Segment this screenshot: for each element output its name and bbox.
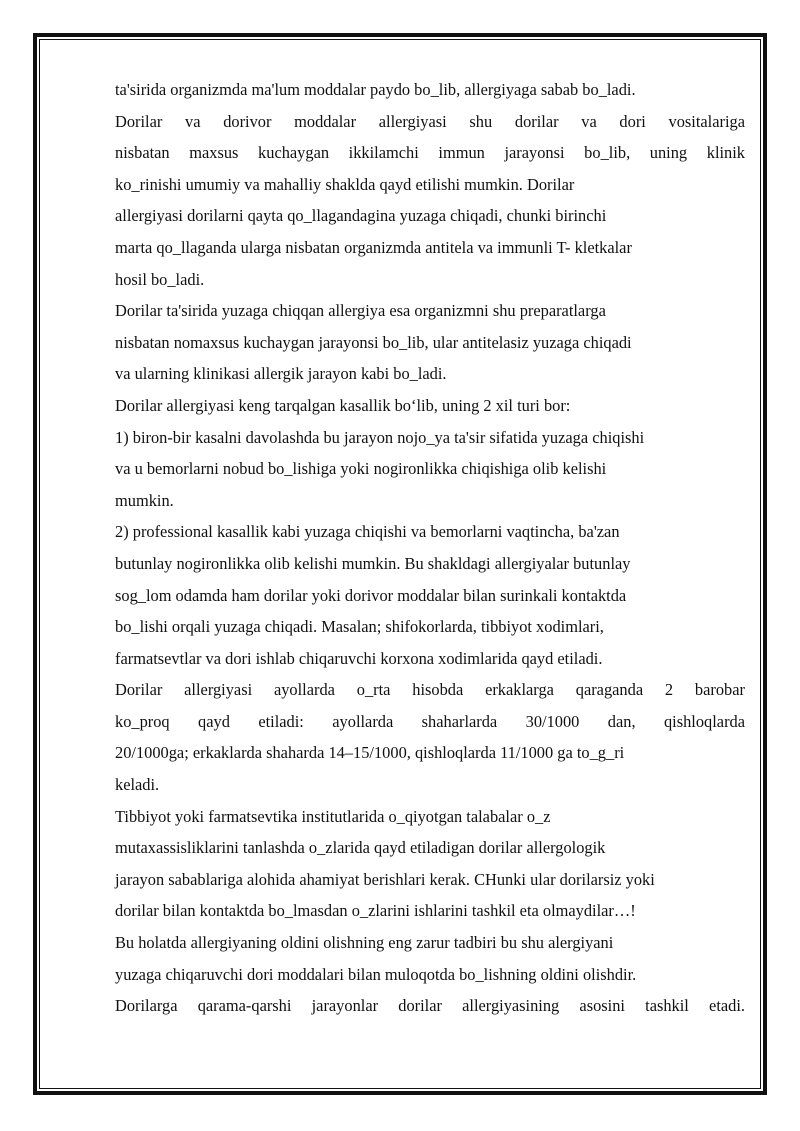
text-line: nisbatan nomaxsus kuchaygan jarayonsi bo_lib, ular antitelasiz yuzaga chiqadi <box>115 332 632 352</box>
text-line: va u bemorlarni nobud bo_lishiga yoki nogironlikka chiqishiga olib kelishi <box>115 459 607 479</box>
text-line: nisbatan maxsus kuchaygan ikkilamchi immun jarayonsi bo_lib, uning klinik <box>115 143 745 163</box>
text-line: butunlay nogironlikka olib kelishi mumkin. Bu shakldagi allergiyalar butunlay <box>115 553 631 573</box>
text-line: sog_lom odamda ham dorilar yoki dorivor moddalar bilan surinkali kontaktda <box>115 585 627 605</box>
text-line: 1) biron-bir kasalni davolashda bu jarayon nojo_ya ta'sir sifatida yuzaga chiqishi <box>115 427 645 447</box>
text-line: hosil bo_ladi. <box>115 269 205 289</box>
text-line: 20/1000ga; erkaklarda shaharda 14–15/1000, qishloqlarda 11/1000 ga to_g_ri <box>115 743 625 763</box>
document-body <box>115 74 745 1022</box>
text-line: ko_proq qayd etiladi: ayollarda shaharlarda 30/1000 dan, qishloqlarda <box>115 711 745 731</box>
text-line: Dorilar allergiyasi keng tarqalgan kasallik bo‘lib, uning 2 xil turi bor: <box>115 395 571 415</box>
text-line: Dorilar ta'sirida yuzaga chiqqan allergiya esa organizmni shu preparatlarga <box>115 301 606 321</box>
text-line: mumkin. <box>115 490 174 510</box>
text-line: Bu holatda allergiyaning oldini olishning eng zarur tadbiri bu shu alergiyani <box>115 933 614 953</box>
text-line: farmatsevtlar va dori ishlab chiqaruvchi korxona xodimlarida qayd etiladi. <box>115 648 603 668</box>
text-line: allergiyasi dorilarni qayta qo_llagandagina yuzaga chiqadi, chunki birinchi <box>115 206 607 226</box>
text-line: Tibbiyot yoki farmatsevtika institutlarida o_qiyotgan talabalar o_z <box>115 806 551 826</box>
text-line: keladi. <box>115 775 160 795</box>
text-line: mutaxassisliklarini tanlashda o_zlarida qayd etiladigan dorilar allergologik <box>115 838 606 858</box>
text-line: Dorilarga qarama-qarshi jarayonlar dorilar allergiyasining asosini tashkil etadi. <box>115 996 745 1016</box>
text-line: ko_rinishi umumiy va mahalliy shaklda qayd etilishi mumkin. Dorilar <box>115 174 575 194</box>
text-line: 2) professional kasallik kabi yuzaga chiqishi va bemorlarni vaqtincha, ba'zan <box>115 522 620 542</box>
text-line: Dorilar va dorivor moddalar allergiyasi shu dorilar va dori vositalariga <box>115 111 745 131</box>
text-line: bo_lishi orqali yuzaga chiqadi. Masalan; shifokorlarda, tibbiyot xodimlari, <box>115 617 604 637</box>
text-line: va ularning klinikasi allergik jarayon kabi bo_ladi. <box>115 364 447 384</box>
text-line: dorilar bilan kontaktda bo_lmasdan o_zlarini ishlarini tashkil eta olmaydilar…! <box>115 901 636 921</box>
text-line: yuzaga chiqaruvchi dori moddalari bilan muloqotda bo_lishning oldini olishdir. <box>115 964 637 984</box>
text-line: ta'sirida organizmda ma'lum moddalar paydo bo_lib, allergiyaga sabab bo_ladi. <box>115 80 636 99</box>
text-line: jarayon sabablariga alohida ahamiyat berishlari kerak. CHunki ular dorilarsiz yoki <box>115 869 655 889</box>
text-line: marta qo_llaganda ularga nisbatan organizmda antitela va immunli T- kletkalar <box>115 237 632 257</box>
text-line: Dorilar allergiyasi ayollarda o_rta hisobda erkaklarga qaraganda 2 barobar <box>115 680 745 700</box>
